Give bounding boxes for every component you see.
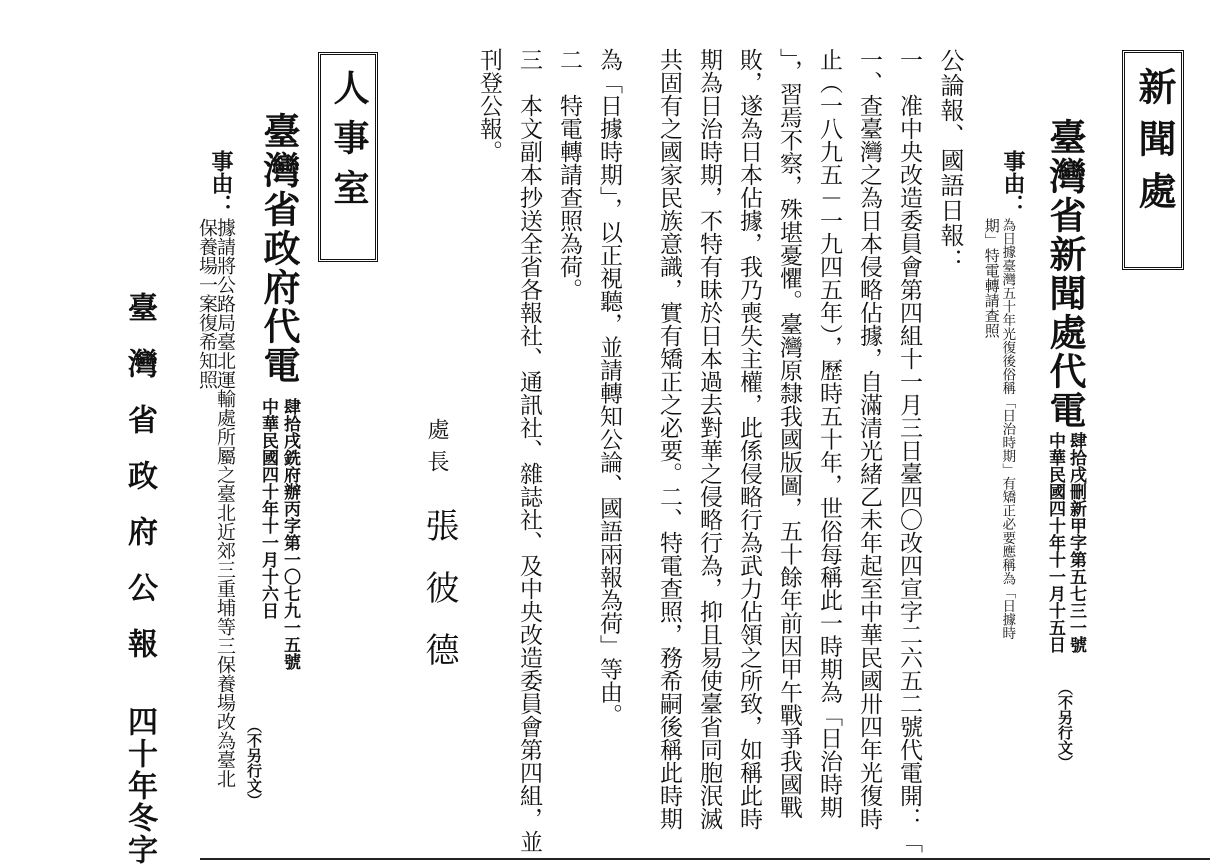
news-office-doc-type: （不另行文） — [1056, 680, 1074, 770]
news-office-body-line: 期為日治時期，不特有昧於日本過去對華之侵略行為，抑且易使臺省同胞泯滅 — [696, 48, 722, 830]
news-office-body-line: 」，習焉不察，殊堪憂懼。臺灣原隸我國版圖，五十餘年前因甲午戰爭我國戰 — [776, 48, 802, 819]
news-office-body-line: 共固有之國家民族意識，實有矯正之必要。二、特電查照，務希嗣後稱此時期 — [656, 48, 682, 830]
news-office-subject-label: 事由： — [1000, 150, 1026, 216]
news-office-body-line: 止（一八九五－一九四五年），歷時五十年，世俗每稱此一時期為「日治時期 — [816, 48, 842, 819]
news-office-body-line: 為「日據時期」，以正視聽，並請轉知公論、國語兩報為荷」等由。 — [596, 48, 622, 727]
personnel-heading: 臺灣省政府代電 — [257, 112, 301, 385]
publication-title: 臺灣省政府公報 — [122, 292, 157, 684]
news-office-body-line: 一 准中央改造委員會第四組十一月三日臺四〇改四宣字二六五二號代電開：「 — [896, 48, 922, 853]
news-office-body-line: 一、查臺灣之為日本侵略佔據，自滿清光緒乙未年起至中華民國卅四年光復時 — [856, 48, 882, 830]
personnel-box-title: 人事室 — [328, 69, 370, 219]
personnel-doc-number: 肆拾戌銑府辦丙字第一〇七九一五號 — [280, 398, 300, 670]
news-office-body-line: 刊登公報。 — [476, 48, 502, 163]
news-office-body-line: 三 本文副本抄送全省各報社、通訊社、雜誌社、及中央改造委員會第四組，並 — [516, 48, 542, 853]
news-office-subject-line2: 期」特電轉請查照 — [982, 218, 1001, 338]
news-office-body-line: 二 特電轉請查照為荷。 — [556, 48, 582, 301]
news-office-addressee: 公論報、國語日報： — [936, 48, 964, 273]
news-office-signature-title: 處長 — [424, 418, 449, 482]
bottom-rule — [200, 858, 1210, 860]
personnel-date: 中華民國四十年十一月十六日 — [258, 398, 278, 619]
news-office-box — [1122, 50, 1184, 270]
news-office-body-line: 敗，遂為日本佔據，我乃喪失主權，此係侵略行為武力佔領之所致，如稱此時 — [736, 48, 762, 830]
news-office-box-title: 新聞處 — [1132, 67, 1177, 223]
personnel-box — [318, 52, 378, 262]
news-office-heading: 臺灣省新聞處代電 — [1043, 118, 1087, 430]
news-office-signature-name: 張彼德 — [419, 508, 459, 694]
personnel-doc-type: （不另行文） — [245, 718, 263, 808]
news-office-subject-line1: 為日據臺灣五十年光復後俗稱「日治時期」有矯正必要應稱為「日據時 — [999, 218, 1016, 640]
personnel-subject-label: 事由： — [208, 150, 234, 216]
news-office-doc-number: 肆拾戌刪新甲字第五七三一號 — [1066, 432, 1086, 653]
personnel-subject-line2: 保養場一案復希知照 — [195, 218, 218, 389]
personnel-subject-line1: 據請將公路局臺北運輸處所屬之臺北近郊三重埔等三保養場改為臺北 — [213, 218, 236, 788]
news-office-date: 中華民國四十年十一月十五日 — [1045, 432, 1065, 653]
publication-issue: 四十年冬字 — [122, 706, 157, 866]
